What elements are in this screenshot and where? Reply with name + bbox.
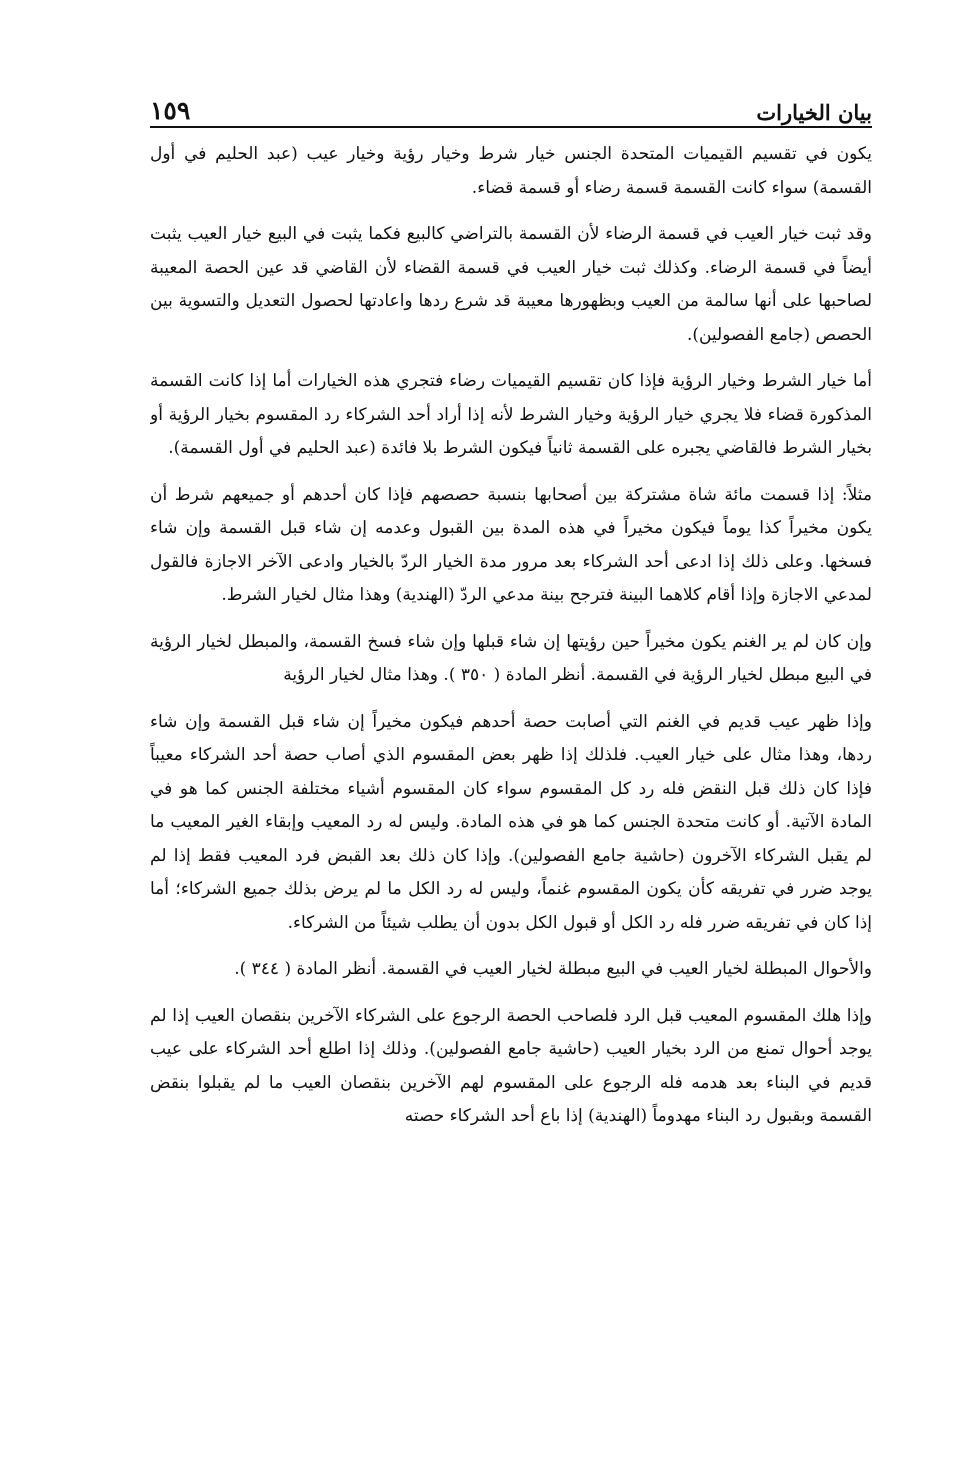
header-rule [150, 126, 872, 128]
page-number: ١٥٩ [150, 96, 191, 125]
paragraph: يكون في تقسيم القيميات المتحدة الجنس خيار شرط وخيار رؤية وخيار عيب (عبد الحليم في أول القسمة) سواء كانت القسمة قسمة رضاء أو قسمة قضاء. [150, 144, 872, 198]
paragraph: وإذا هلك المقسوم المعيب قبل الرد فلصاحب الحصة الرجوع على الشركاء الآخرين بنقصان العيب إذا لم يوجد أحوال تمنع من الرد بخيار العيب (حاشية جامع الفصولين). وذلك إذا اطلع أحد الشركاء على عيب قديم في البناء بعد هدمه فله الرجوع على المقسوم لهم الآخرين بنقصان العيب ما لم يقبلوا بنقض القسمة وبقبول رد البناء مهدوماً (الهندية) إذا باع أحد الشركاء حصته [150, 1005, 872, 1126]
page-header [150, 90, 872, 124]
running-title: بيان الخيارات [756, 100, 872, 125]
paragraph: والأحوال المبطلة لخيار العيب في البيع مبطلة لخيار العيب في القسمة. أنظر المادة ( ٣٤٤ ). [234, 959, 872, 979]
book-page [150, 90, 872, 1450]
paragraph: وإذا ظهر عيب قديم في الغنم التي أصابت حصة أحدهم فيكون مخيراً إن شاء قبل القسمة وإن شاء ردها، وهذا مثال على خيار العيب. فلذلك إذا ظهر بعض المقسوم الذي أصاب حصة أحد الشركاء معيباً فإذا كان ذلك قبل النقض فله رد كل المقسوم سواء كان المقسوم أشياء مختلفة الجنس كما هو في المادة الآتية. أو كانت متحدة الجنس كما هو في هذه المادة. وليس له رد المعيب وإبقاء الغير المعيب ما لم يقبل الشركاء الآخرون (حاشية جامع الفصولين). وإذا كان ذلك بعد القبض فرد المعيب فقط إذا لم يوجد ضرر في تفريقه كأن يكون المقسوم غنماً، وليس له رد الكل ما لم يرض بذلك جميع الشركاء؛ أما إذا كان في تفريقه ضرر فله رد الكل أو قبول الكل بدون أن يطلب شيئاً من الشركاء. [150, 711, 872, 933]
paragraph: أما خيار الشرط وخيار الرؤية فإذا كان تقسيم القيميات رضاء فتجري هذه الخيارات أما إذا كانت القسمة المذكورة قضاء فلا يجري خيار الرؤية وخيار الشرط لأنه إذا أراد أحد الشركاء رد المقسوم بخيار الرؤية أو بخيار الشرط فالقاضي يجبره على القسمة ثانياً فيكون الشرط بلا فائدة (عبد الحليم في أول القسمة). [150, 371, 872, 458]
paragraph: وإن كان لم ير الغنم يكون مخيراً حين رؤيتها إن شاء قبلها وإن شاء فسخ القسمة، والمبطل لخيار الرؤية في البيع مبطل لخيار الرؤية في القسمة. أنظر المادة ( ٣٥٠ ). وهذا مثال لخيار الرؤية [150, 631, 872, 685]
page-body [150, 138, 872, 1147]
paragraph: وقد ثبت خيار العيب في قسمة الرضاء لأن القسمة بالتراضي كالبيع فكما يثبت في البيع خيار العيب يثبت أيضاً في قسمة الرضاء. وكذلك ثبت خيار العيب في قسمة القضاء لأن القاضي قد عين الحصة المعيبة لصاحبها على أنها سالمة من العيب وبظهورها معيبة قد شرع ردها واعادتها لحصول التعديل والتسوية بين الحصص (جامع الفصولين). [150, 224, 872, 345]
paragraph: مثلاً: إذا قسمت مائة شاة مشتركة بين أصحابها بنسبة حصصهم فإذا كان أحدهم أو جميعهم شرط أن يكون مخيراً كذا يوماً فيكون مخيراً في هذه المدة بين القبول وعدمه إن شاء قبل القسمة وإن شاء فسخها. وعلى ذلك إذا ادعى أحد الشركاء بعد مرور مدة الخيار الردّ بالخيار وادعى الآخر الاجازة فالقول لمدعي الاجازة وإذا أقام كلاهما البينة فترجح بينة مدعي الردّ (الهندية) وهذا مثال لخيار الشرط. [150, 484, 872, 605]
